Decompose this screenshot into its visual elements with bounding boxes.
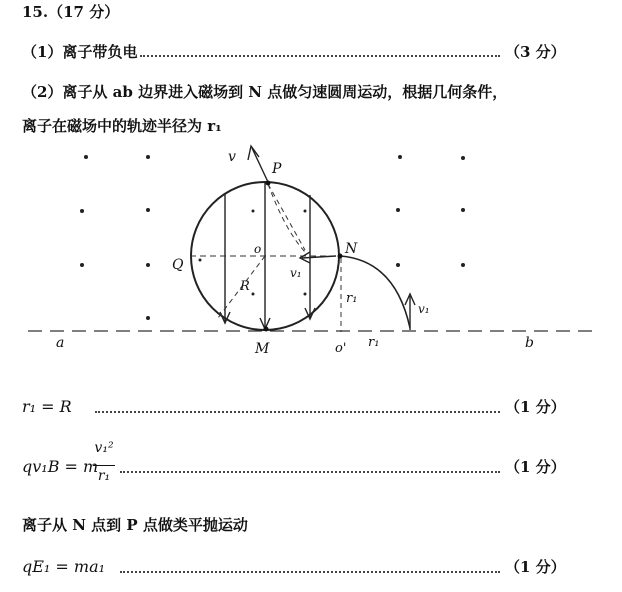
- label-a: a: [56, 335, 65, 351]
- label-v1-center: v₁: [290, 266, 302, 280]
- part1-score: （3 分）: [505, 43, 566, 61]
- label-M: M: [255, 341, 270, 357]
- eq2-numerator: v₁²: [94, 440, 114, 456]
- velocity-v-arrow: [252, 148, 268, 182]
- leader-dots-4: [120, 570, 500, 573]
- equation-electric-force: qE₁ = ma₁: [22, 557, 106, 576]
- part1-text: （1）离子带负电: [22, 43, 138, 61]
- part2-line3: 离子从 N 点到 P 点做类平抛运动: [22, 516, 248, 534]
- question-number: 15.（17 分）: [22, 3, 120, 21]
- label-b: b: [525, 335, 534, 351]
- leader-dots-2: [95, 410, 500, 413]
- eq2-score: （1 分）: [505, 458, 566, 476]
- label-r1-vertical: r₁: [346, 291, 358, 306]
- label-Q: Q: [172, 257, 184, 273]
- label-P: P: [272, 161, 282, 177]
- eq1-score: （1 分）: [505, 398, 566, 416]
- leader-dots-3: [120, 470, 500, 473]
- part2-line1: （2）离子从 ab 边界进入磁场到 N 点做匀速圆周运动，根据几何条件，: [22, 83, 508, 101]
- part2-line2: 离子在磁场中的轨迹半径为 r₁: [22, 117, 222, 135]
- magnetic-field-dots: [80, 155, 465, 320]
- fraction-bar: [93, 465, 115, 466]
- equation-lorentz-lhs: qv₁B = m: [22, 457, 99, 476]
- label-R: R: [240, 279, 250, 294]
- equation-r1-equals-R: r₁ = R: [22, 397, 72, 416]
- eq3-score: （1 分）: [505, 558, 566, 576]
- label-r1-horizontal: r₁: [368, 335, 380, 350]
- eq2-denominator: r₁: [97, 468, 111, 484]
- v1-arrow: [302, 256, 336, 258]
- label-v: v: [228, 149, 236, 165]
- label-v1-right: v₁: [418, 302, 430, 316]
- label-N: N: [345, 241, 358, 257]
- label-O: o: [254, 242, 262, 256]
- label-O-prime: o': [335, 341, 347, 356]
